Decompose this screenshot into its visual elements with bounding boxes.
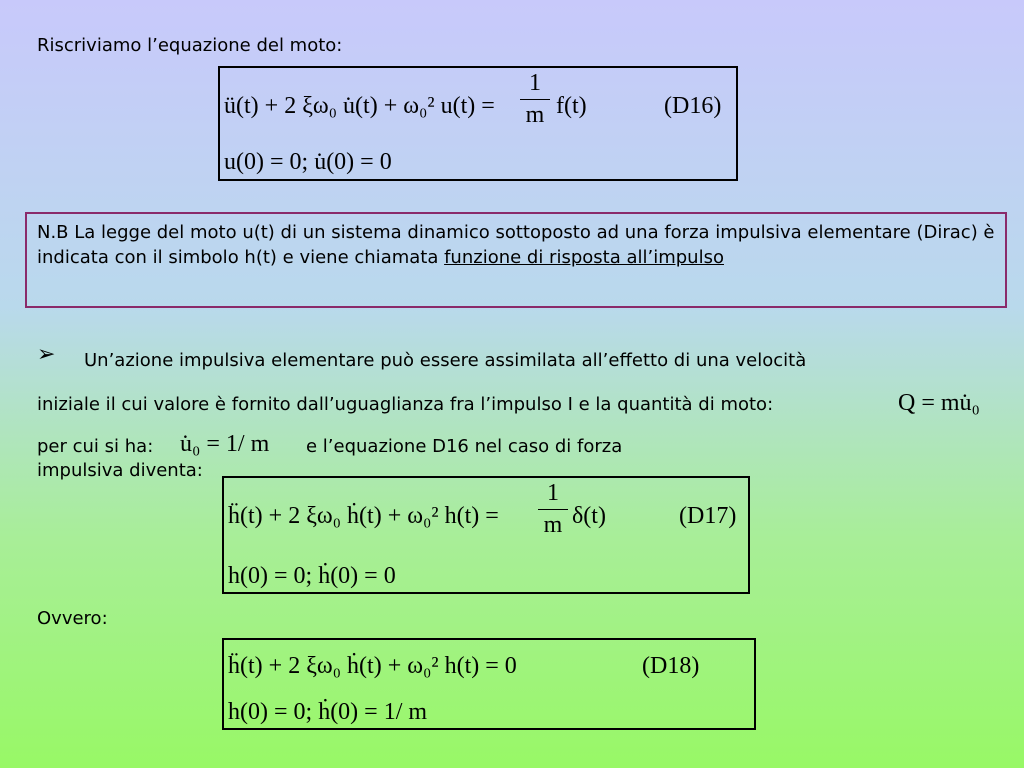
equation-d17-line1: ḧ(t) + 2 ξω₀ ḣ(t) + ω₀² h(t) = [228,503,499,529]
nb-note-box [25,212,1007,308]
equation-d17-fraction [538,480,568,539]
equation-d18-line2: h(0) = 0; ḣ(0) = 1/ m [228,699,428,725]
equation-d17-box [222,476,750,594]
equation-d18-tag: (D18) [642,653,700,679]
equation-d16-tag: (D16) [664,93,722,119]
nb-note-underlined: funzione di risposta all’impulso [444,247,724,268]
equation-d17-tag: (D17) [679,503,737,529]
fraction-numerator: 1 [529,70,541,96]
ovvero-text: Ovvero: [37,608,108,629]
bullet-momentum-formula: Q = mu̇₀ [898,390,980,416]
nb-note-text: N.B La legge del moto u(t) di un sistema dinamico sottoposto ad una forza impulsiva elementare (Dirac) è indicata con il simbolo h(t) e viene chiamata [37,222,995,268]
equation-d17-forcing: δ(t) [572,503,606,529]
bullet-line3-tail: e l’equazione D16 nel caso di forza [306,436,623,457]
equation-d16-box [218,66,738,181]
bullet-line2: iniziale il cui valore è fornito dall’uguaglianza fra l’impulso I e la quantità di moto: [37,394,774,415]
bullet-arrow-icon: ➢ [37,342,56,367]
bullet-line3: per cui si ha: [37,436,154,457]
intro-text: Riscriviamo l’equazione del moto: [37,35,343,56]
bullet-line4: impulsiva diventa: [37,460,203,481]
equation-d18-box [222,638,756,730]
equation-d16-forcing: f(t) [556,93,587,119]
equation-d18-line1: ḧ(t) + 2 ξω₀ ḣ(t) + ω₀² h(t) = 0 [228,653,517,679]
fraction-numerator: 1 [547,480,559,506]
equation-d16-line2: u(0) = 0; u̇(0) = 0 [224,149,392,175]
fraction-denominator: m [543,512,563,538]
equation-d16-line1: ü(t) + 2 ξω₀ u̇(t) + ω₀² u(t) = [224,93,495,119]
fraction-denominator: m [525,102,545,128]
equation-d16-fraction [520,70,550,129]
bullet-line1: Un’azione impulsiva elementare può essere assimilata all’effetto di una velocità [84,350,807,371]
bullet-velocity-formula: u̇₀ = 1/ m [180,431,270,457]
equation-d17-line2: h(0) = 0; ḣ(0) = 0 [228,563,396,589]
